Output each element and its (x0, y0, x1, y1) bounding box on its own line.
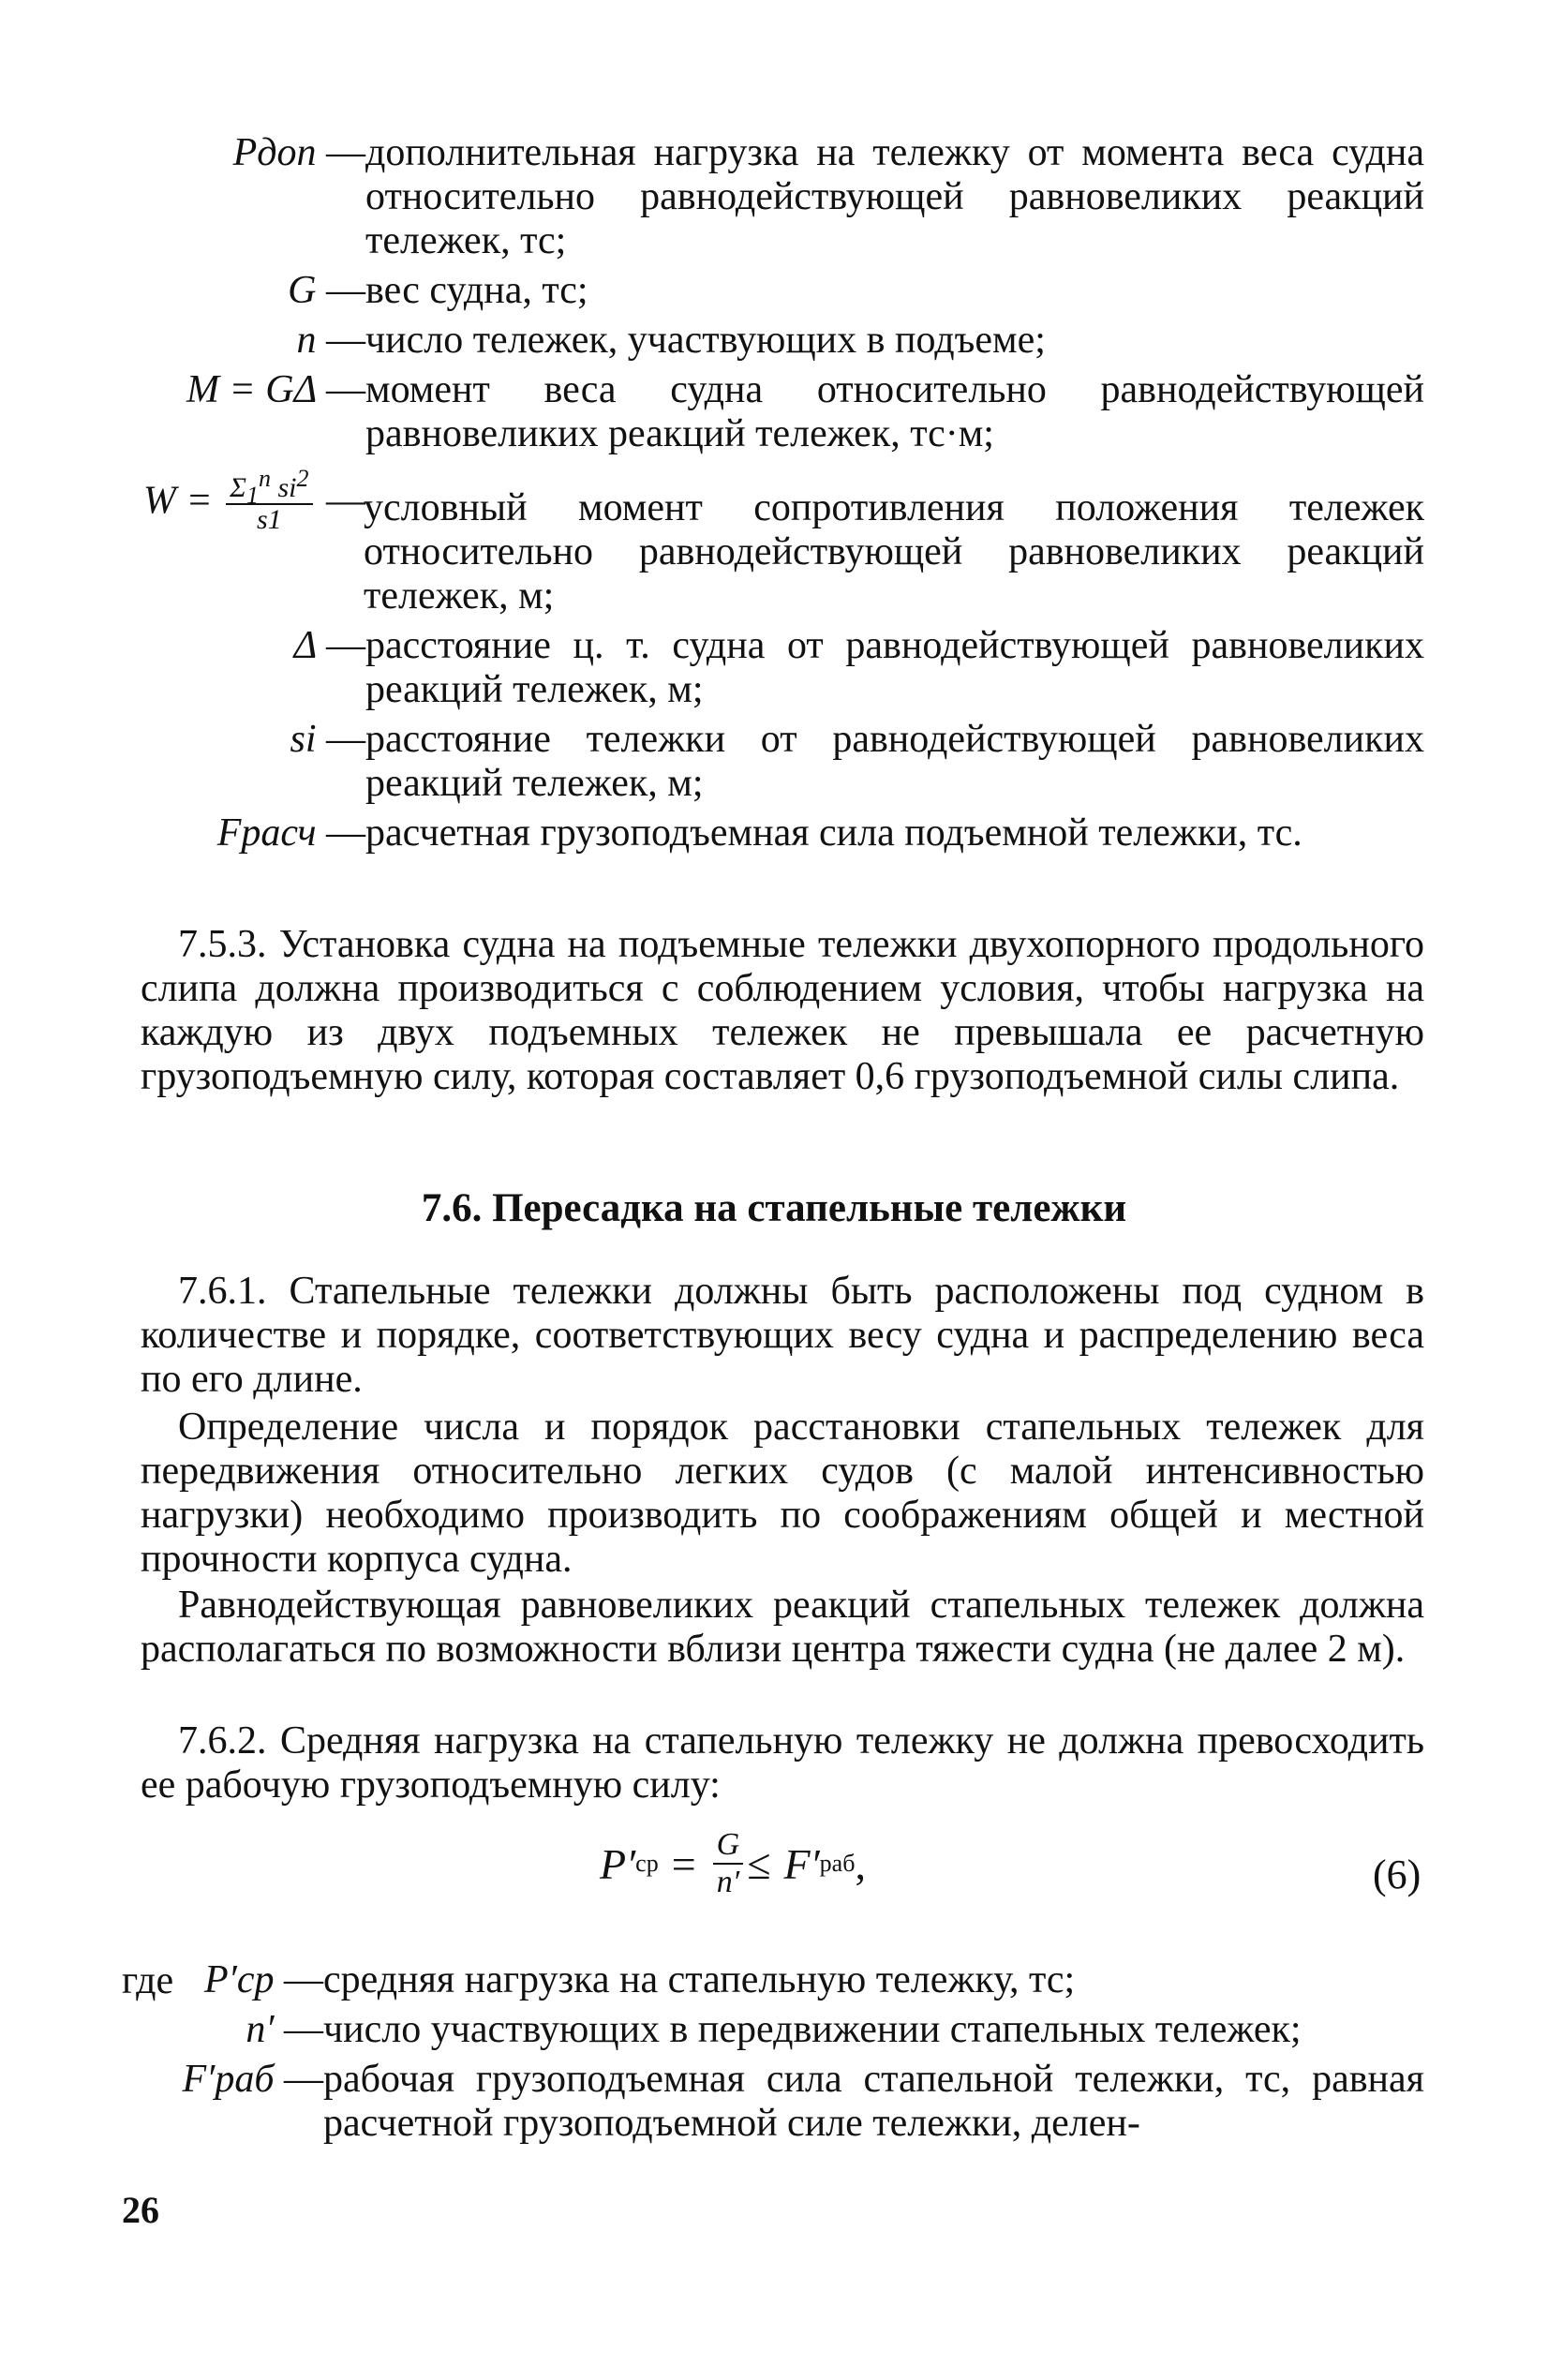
definitions-bottom (98, 1958, 1424, 2151)
paragraph-7-6-2: 7.6.2. Средняя нагрузка на стапельную тележку не должна превосходить ее рабочую грузоподъемную силу: (141, 1719, 1424, 1807)
definition-text: число тележек, участвующих в подъеме; (365, 319, 1046, 362)
definition-text: число участвующих в передвижении стапельных тележек; (323, 2008, 1302, 2051)
w-fraction: $\frac{\Sigma_1^n si^2}{s1}$ (226, 473, 312, 535)
definitions-top (141, 131, 1424, 861)
section-heading: 7.6. Пересадка на стапельные тележки (421, 1186, 1127, 1230)
equation-number: (6) (1373, 1852, 1421, 1897)
paragraph-7-6-1-b: Определение числа и порядок расстановки стапельных тележек для передвижения относительно легких судов (с малой интенсивностью нагрузки) необходимо производить по соображениям общей и местной прочности корпуса судна. (141, 1406, 1424, 1581)
definition-text: дополнительная нагрузка на тележку от момента веса судна относительно равнодействующей равновеликих реакций тележек, тс; (365, 131, 1424, 262)
symbol: P′ср — (204, 1958, 323, 2001)
definition-p-dop (141, 131, 1424, 263)
paragraph-7-6-1-c: Равнодействующая равновеликих реакций стапельных тележек должна располагаться по возможности вблизи центра тяжести судна (не далее 2 м). (141, 1584, 1424, 1671)
definition-g (141, 269, 1424, 313)
definition-text: рабочая грузоподъемная сила стапельной тележки, тс, равная расчетной грузоподъемной силе тележки, делен- (323, 2058, 1424, 2145)
page-number: 26 (122, 2189, 159, 2231)
definition-text: момент веса судна относительно равнодействующей равновеликих реакций тележек, тс·м; (365, 368, 1424, 455)
paragraph-7-6-1: 7.6.1. Стапельные тележки должны быть расположены под судном в количестве и порядке, соответствующих весу судна и распределению веса по его длине. (141, 1270, 1424, 1401)
symbol: Pдоп — (232, 131, 365, 174)
definition-f-rab (98, 2058, 1424, 2146)
formula-fraction: $\frac{G}{n'}$ (713, 1827, 744, 1900)
w-formula: W = $\frac{\Sigma_1^n si^2}{s1}$ — (142, 465, 365, 535)
definition-w (141, 465, 1424, 618)
definition-n (141, 319, 1424, 363)
symbol: F′раб — (182, 2058, 323, 2101)
definition-text: условный момент сопротивления положения тележек относительно равнодействующей равновеликих реакций тележек, м; (364, 486, 1424, 617)
definition-text: расстояние ц. т. судна от равнодействующей равновеликих реакций тележек, м; (365, 624, 1424, 711)
definition-text: вес судна, тс; (365, 269, 588, 312)
definition-si (141, 718, 1424, 806)
definition-m (141, 368, 1424, 456)
paragraph-7-5-3: 7.5.3. Установка судна на подъемные тележки двухопорного продольного слипа должна производиться с соблюдением условия, чтобы нагрузка на каждую из двух подъемных тележек не превышала ее расчетную грузоподъемную силу, которая составляет 0,6 грузоподъемной силы слипа. (141, 923, 1424, 1098)
where-word: где (122, 1959, 174, 2002)
definition-text: средняя нагрузка на стапельную тележку, тс; (323, 1958, 1076, 2001)
definition-text: расчетная грузоподъемная сила подъемной тележки, тс. (365, 811, 1302, 855)
symbol: Δ — (293, 624, 365, 667)
definition-delta (141, 624, 1424, 712)
symbol: n — (296, 319, 365, 362)
definition-n-prime (98, 2008, 1424, 2052)
symbol: si — (290, 718, 365, 761)
formula-6: P′ ср = $\frac{G}{n'}$ ≤ F′ раб , (600, 1827, 866, 1899)
symbol: G — (288, 269, 365, 312)
definition-text: расстояние тележки от равнодействующей равновеликих реакций тележек, м; (365, 718, 1424, 805)
definition-f-rasch (141, 811, 1424, 855)
symbol: M = GΔ — (186, 368, 365, 411)
definition-p-sr (98, 1958, 1424, 2002)
symbol: Fрасч — (216, 811, 365, 855)
symbol: n′ — (246, 2008, 323, 2051)
